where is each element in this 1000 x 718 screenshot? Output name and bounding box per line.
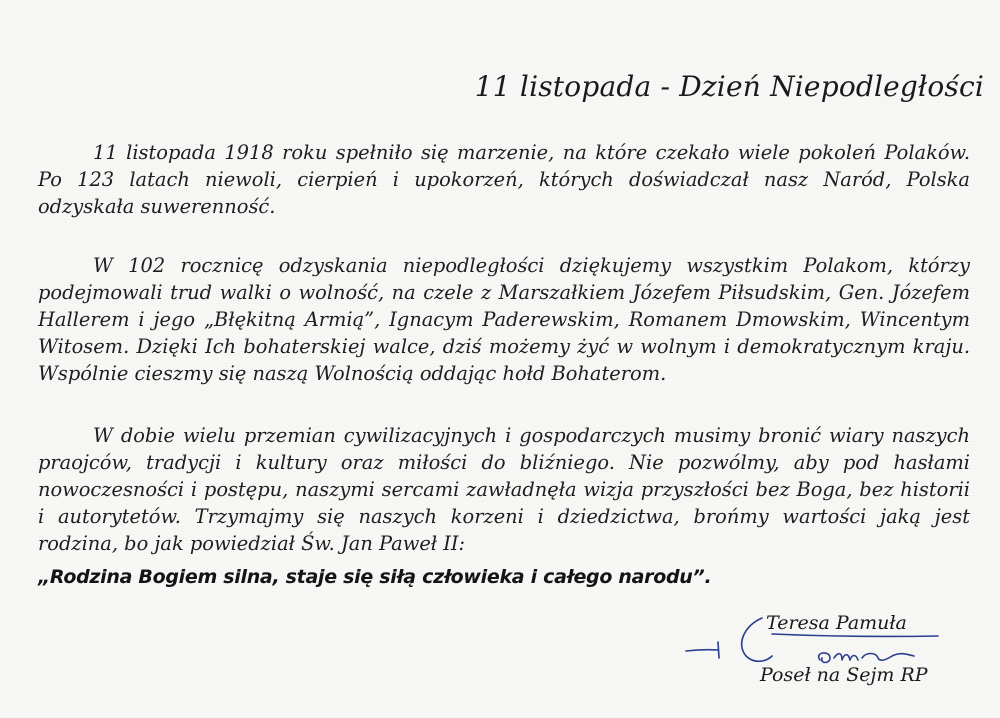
signatory-name: Teresa Pamuła: [766, 612, 907, 634]
paragraph-1: 11 listopada 1918 roku spełniło się marzenie, na które czekało wiele pokoleń Polaków. Po 123 latach niewoli, cierpień i upokorzeń, których doświadczał nasz Naród, Polska odzyskała suwerenność.: [38, 141, 970, 218]
paragraph-2: W 102 rocznicę odzyskania niepodległości dziękujemy wszystkim Polakom, którzy podejmowali trud walki o wolność, na czele z Marszałkiem Józefem Piłsudskim, Gen. Józefem Hallerem i jego „Błękitną Armią”, Ignacym Paderewskim, Romanem Dmowskim, Wincentym Witosem. Dzięki Ich bohaterskiej walce, dziś możemy żyć w wolnym i demokratycznym kraju. Wspólnie cieszmy się naszą Wolnością oddając hołd Bohaterom.: [38, 254, 970, 385]
signature-block: [680, 612, 980, 712]
quote: „Rodzina Bogiem silna, staje się siłą człowieka i całego narodu”.: [38, 566, 712, 588]
paragraph-3: W dobie wielu przemian cywilizacyjnych i gospodarczych musimy bronić wiary naszych praojców, tradycji i kultury oraz miłości do bliźniego. Nie pozwólmy, aby pod hasłami nowoczesności i postępu, naszymi sercami zawładnęła wizja przyszłości bez Boga, bez historii i autorytetów. Trzymajmy się naszych korzeni i dziedzictwa, brońmy wartości jaką jest rodzina, bo jak powiedział Św. Jan Paweł II:: [38, 424, 970, 555]
signatory-role: Poseł na Sejm RP: [760, 664, 928, 686]
document-title: 11 listopada - Dzień Niepodległości: [474, 70, 984, 103]
